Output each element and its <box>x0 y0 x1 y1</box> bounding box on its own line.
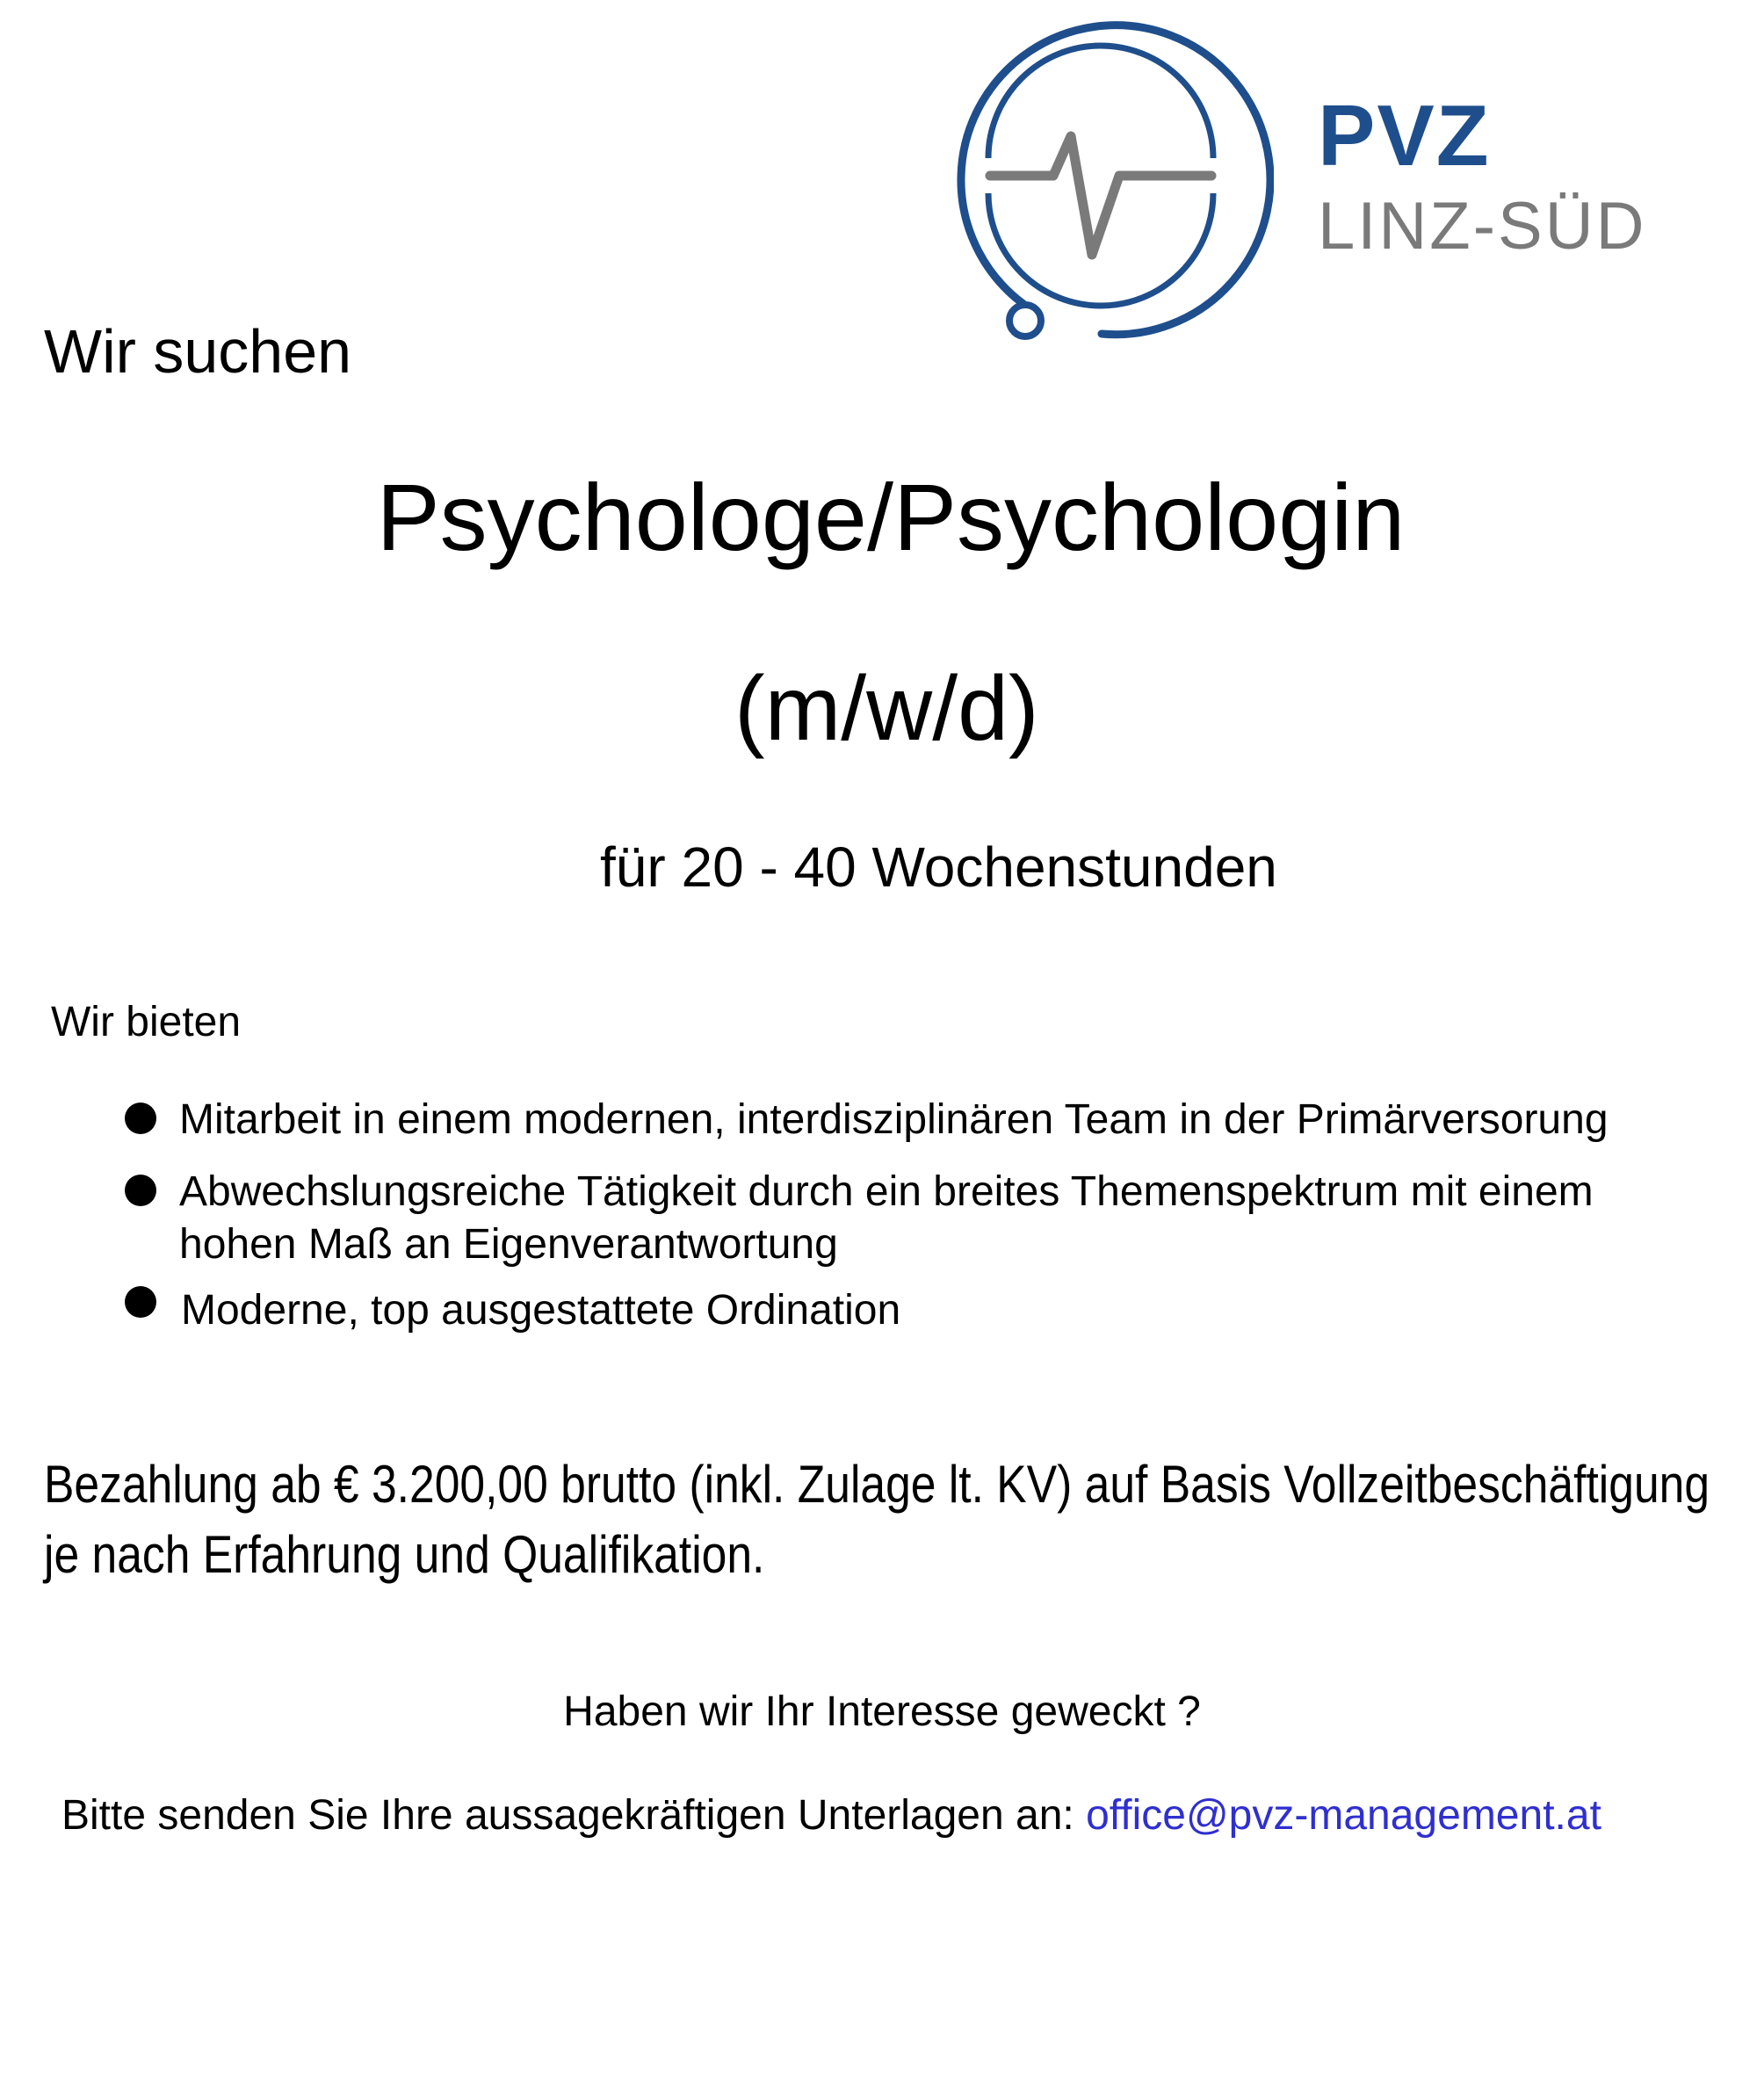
logo-title: PVZ <box>1318 87 1491 184</box>
logo-subtitle: LINZ-SÜD <box>1318 189 1647 264</box>
bullet-dot-icon <box>125 1103 156 1134</box>
salary-info <box>44 1450 1710 1590</box>
list-item <box>125 1094 1741 1146</box>
pvz-logo-icon <box>936 18 1274 344</box>
job-title: Psychologe/Psychologin <box>376 464 1406 570</box>
list-item <box>125 1166 1741 1271</box>
list-item-text-continued: hohen Maß an Eigenverantwortung <box>179 1221 838 1268</box>
bullet-dot-icon <box>125 1175 156 1206</box>
contact-line <box>61 1792 1601 1839</box>
list-item-text: Abwechslungsreiche Tätigkeit durch ein breites Themenspektrum mit einem <box>179 1168 1594 1215</box>
salary-line-2: je nach Erfahrung und Qualifikation. <box>44 1525 765 1584</box>
intro-text: Wir suchen <box>44 317 352 386</box>
list-item-text: Moderne, top ausgestattete Ordination <box>181 1287 901 1334</box>
offer-heading: Wir bieten <box>51 999 242 1045</box>
contact-prompt: Bitte senden Sie Ihre aussagekräftigen Unterlagen an: <box>61 1792 1087 1839</box>
list-item <box>125 1284 1741 1337</box>
working-hours: für 20 - 40 Wochenstunden <box>600 835 1277 899</box>
offer-list <box>125 1094 1741 1337</box>
interest-question: Haben wir Ihr Interesse geweckt ? <box>563 1688 1201 1735</box>
salary-line-1: Bezahlung ab € 3.200,00 brutto (inkl. Zulage lt. KV) auf Basis Vollzeitbeschäftigung <box>44 1455 1710 1514</box>
email-link[interactable]: office@pvz-management.at <box>1086 1792 1601 1839</box>
list-item-text: Mitarbeit in einem modernen, interdisziplinären Team in der Primärversorung <box>179 1096 1609 1143</box>
gender-note: (m/w/d) <box>734 658 1039 760</box>
bullet-dot-icon <box>125 1286 156 1318</box>
